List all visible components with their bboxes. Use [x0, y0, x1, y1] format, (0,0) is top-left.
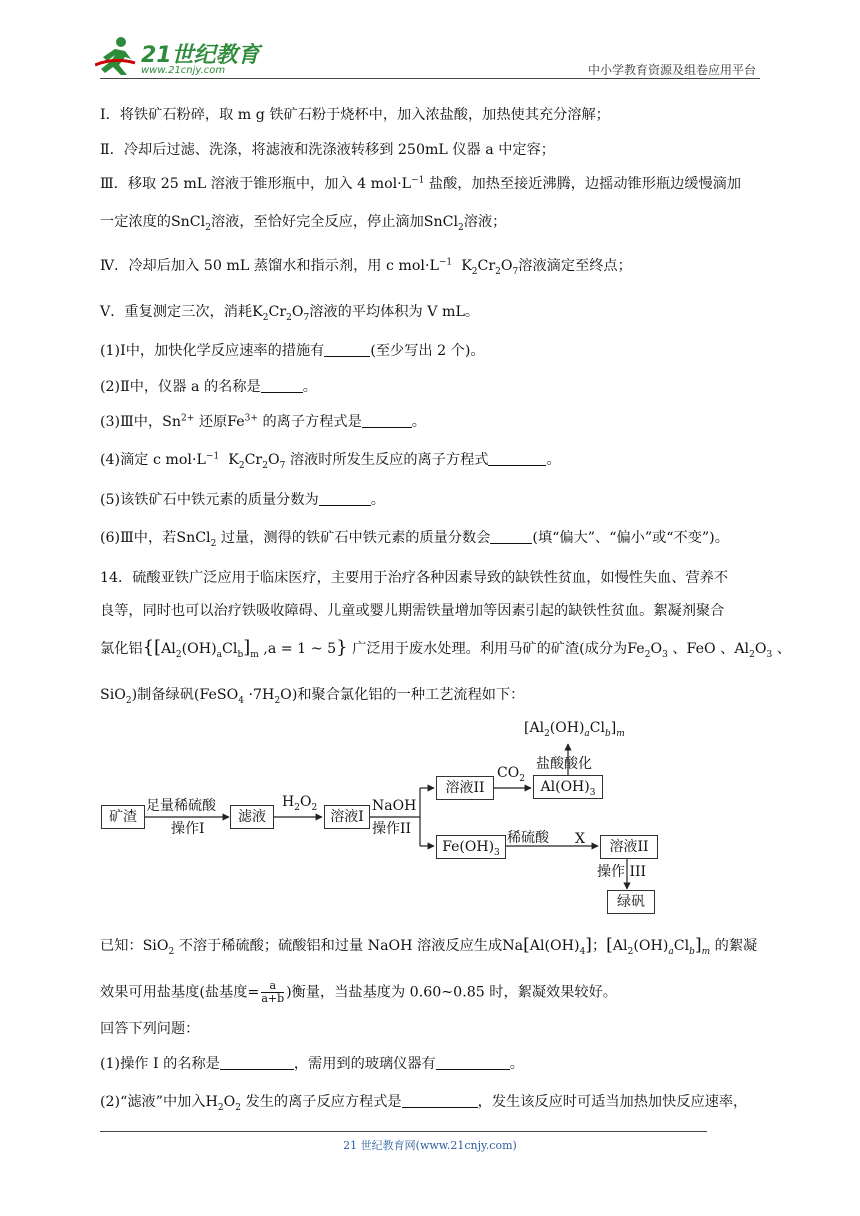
platform-label: 中小学教育资源及组卷应用平台 [587, 63, 756, 77]
part-2: (2)“滤液”中加入$H_2O_2$ 发生的离子反应方程式是 ，发生该反应时可适当加热加快反应速率， [100, 1094, 748, 1113]
box-aloh3: $Al(OH)_3$ [533, 775, 603, 799]
box-kuangzha: 矿渣 [101, 805, 145, 829]
question-6: (6)Ⅲ中，若SnCl$_2$ 过量，测得的铁矿石中铁元素的质量分数会 (填“偏大”、“偏小”或“不变”)。 [100, 530, 729, 549]
box-lvye: 滤液 [230, 805, 274, 829]
label-acid: 足量稀硫酸 [146, 798, 216, 814]
question-2: (2)Ⅱ中，仪器 a 的名称是 。 [100, 379, 317, 395]
answer-intro: 回答下列问题： [100, 1021, 200, 1037]
step-4: Ⅳ．冷却后加入 50 mL 蒸馏水和指示剂，用 c $mol\cdot L^{-1}$ $K_2Cr_2O_7$溶液滴定至终点； [100, 257, 632, 277]
known-line: 已知：SiO$_2$ 不溶于稀硫酸；硫酸铝和过量 NaOH 溶液反应生成$Na[Al(OH)_4]$；$[Al_2(OH)_aCl_b]_m$ 的絮凝 [100, 935, 758, 957]
q14-line-2: 良等，同时也可以治疗铁吸收障碍、儿童或婴儿期需铁量增加等因素引起的缺铁性贫血。絮凝剂聚合 [100, 603, 725, 619]
logo-url: www.21cnjy.com [141, 65, 226, 76]
label-co2: $CO_2$ [497, 765, 525, 784]
label-h2o2: $H_2O_2$ [282, 794, 318, 813]
part-1: (1)操作 I 的名称是 ，需用到的玻璃仪器有 。 [100, 1056, 524, 1072]
q14-line-4: SiO$_2$)制备绿矾(FeSO$_4$ $\cdot 7H_2O$)和聚合氯化铝的一种工艺流程如下： [100, 687, 525, 706]
step-1: Ⅰ．将铁矿石粉碎，取 m g 铁矿石粉于烧杯中，加入浓盐酸，加热使其充分溶解； [100, 107, 610, 123]
label-x: X [575, 831, 585, 847]
label-op2: 操作II [372, 821, 412, 837]
step-3-line-2: 一定浓度的SnCl$_2$溶液，至恰好完全反应，停止滴加SnCl$_2$溶液； [100, 214, 507, 233]
question-1: (1)Ⅰ中，加快化学反应速率的措施有 (至少写出 2 个)。 [100, 343, 485, 359]
step-3-line-1: Ⅲ．移取 25 mL 溶液于锥形瓶中，加入 4 $mol\cdot L^{-1}$ 盐酸，加热至接近沸腾，边摇动锥形瓶边缓慢滴加 [100, 175, 742, 192]
label-hcl-acid: 盐酸酸化 [536, 756, 592, 772]
box-rongye2-bottom: 溶液II [600, 835, 658, 859]
step-2: Ⅱ．冷却后过滤、洗涤，将滤液和洗涤液转移到 250mL 仪器 a 中定容； [100, 142, 555, 158]
question-3: (3)Ⅲ中，$Sn^{2+}$ 还原$Fe^{3+}$ 的离子方程式是 。 [100, 413, 426, 430]
question-5: (5)该铁矿石中铁元素的质量分数为 。 [100, 492, 385, 508]
step-5: V．重复测定三次，消耗$K_2Cr_2O_7$溶液的平均体积为 V mL。 [100, 304, 480, 323]
answer-blank[interactable] [402, 1093, 478, 1108]
answer-blank[interactable] [220, 1055, 294, 1070]
question-4: (4)滴定 c $mol\cdot L^{-1}$ $K_2Cr_2O_7$ 溶液时所发生反应的离子方程式 。 [100, 451, 561, 471]
box-rongye1: 溶液I [324, 805, 370, 829]
q14-line-1: 14．硫酸亚铁广泛应用于临床医疗，主要用于治疗各种因素导致的缺铁性贫血，如慢性失血、营养不 [100, 570, 729, 586]
label-product-top: $[Al_2(OH)_aCl_b]_m$ [524, 720, 625, 739]
box-feoh3: $Fe(OH)_3$ [436, 835, 506, 859]
footer-text: 21 世纪教育网(www.21cnjy.com) [343, 1139, 517, 1152]
label-op1: 操作I [171, 821, 205, 837]
q14-line-3: 氯化铝{$[Al_2(OH)_aCl_b]_m$ ,a = 1 ~ 5} 广泛用于废水处理。利用马矿的矿渣(成分为$Fe_2O_3$ 、FeO 、$Al_2O_3$ 、 [100, 637, 791, 660]
logo-text: 21世纪教育 [141, 43, 260, 68]
box-rongye2-top: 溶液II [436, 776, 494, 800]
label-dilute-acid: 稀硫酸 [507, 830, 549, 846]
box-lvfan: 绿矾 [607, 890, 655, 914]
answer-blank[interactable] [436, 1055, 510, 1070]
label-naoh: NaOH [372, 798, 417, 814]
label-op3: 操作 III [597, 864, 647, 880]
footer-rule [100, 1131, 707, 1132]
effect-line: 效果可用盐基度(盐基度= $\frac{a}{a+b}$ )衡量，当盐基度为 0.60~0.85 时，絮凝效果较好。 [100, 979, 617, 1005]
